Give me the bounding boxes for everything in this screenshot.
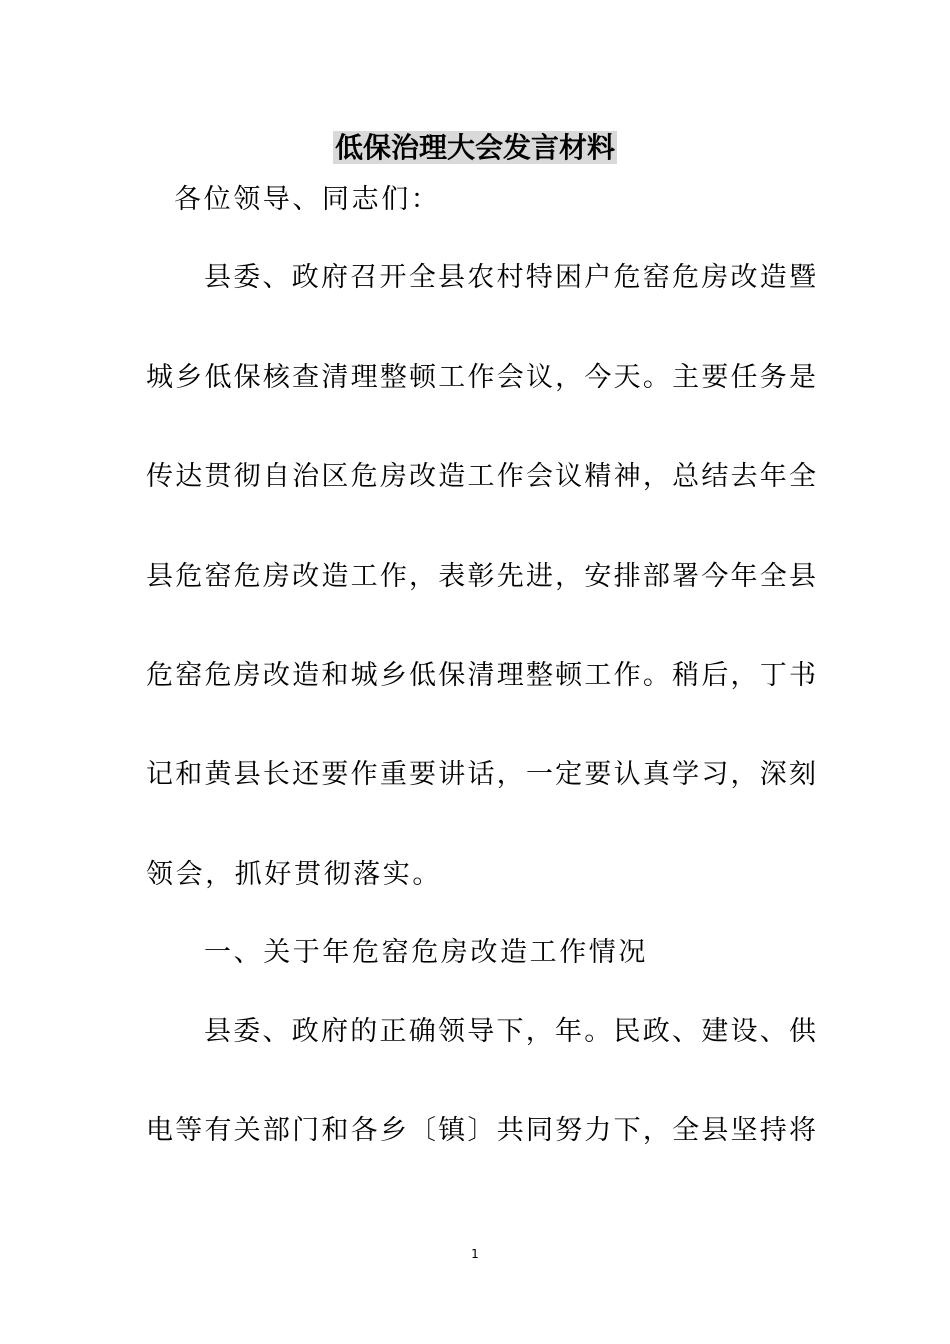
paragraph-line: 记和黄县长还要作重要讲话，一定要认真学习，深刻 [146,759,816,790]
paragraph-line: 城乡低保核查清理整顿工作会议，今天。主要任务是 [146,362,816,393]
paragraph-line: 县危窑危房改造工作，表彰先进，安排部署今年全县 [146,561,816,592]
page-number: 1 [471,1247,479,1261]
paragraph-line: 电等有关部门和各乡〔镇〕共同努力下，全县坚持将 [146,1115,816,1146]
paragraph-line: 领会，抓好贯彻落实。 [146,859,442,890]
paragraph-line: 县委、政府召开全县农村特困户危窑危房改造暨 [204,262,816,293]
paragraph-line: 县委、政府的正确领导下，年。民政、建设、供 [204,1016,816,1047]
section-heading: 一、关于年危窑危房改造工作情况 [204,937,648,968]
salutation: 各位领导、同志们： [174,184,441,215]
document-title-text: 低保治理大会发言材料 [334,131,615,164]
paragraph-line: 危窑危房改造和城乡低保清理整顿工作。稍后，丁书 [146,660,816,691]
paragraph-line: 传达贯彻自治区危房改造工作会议精神，总结去年全 [146,461,816,492]
document-title [0,128,950,168]
